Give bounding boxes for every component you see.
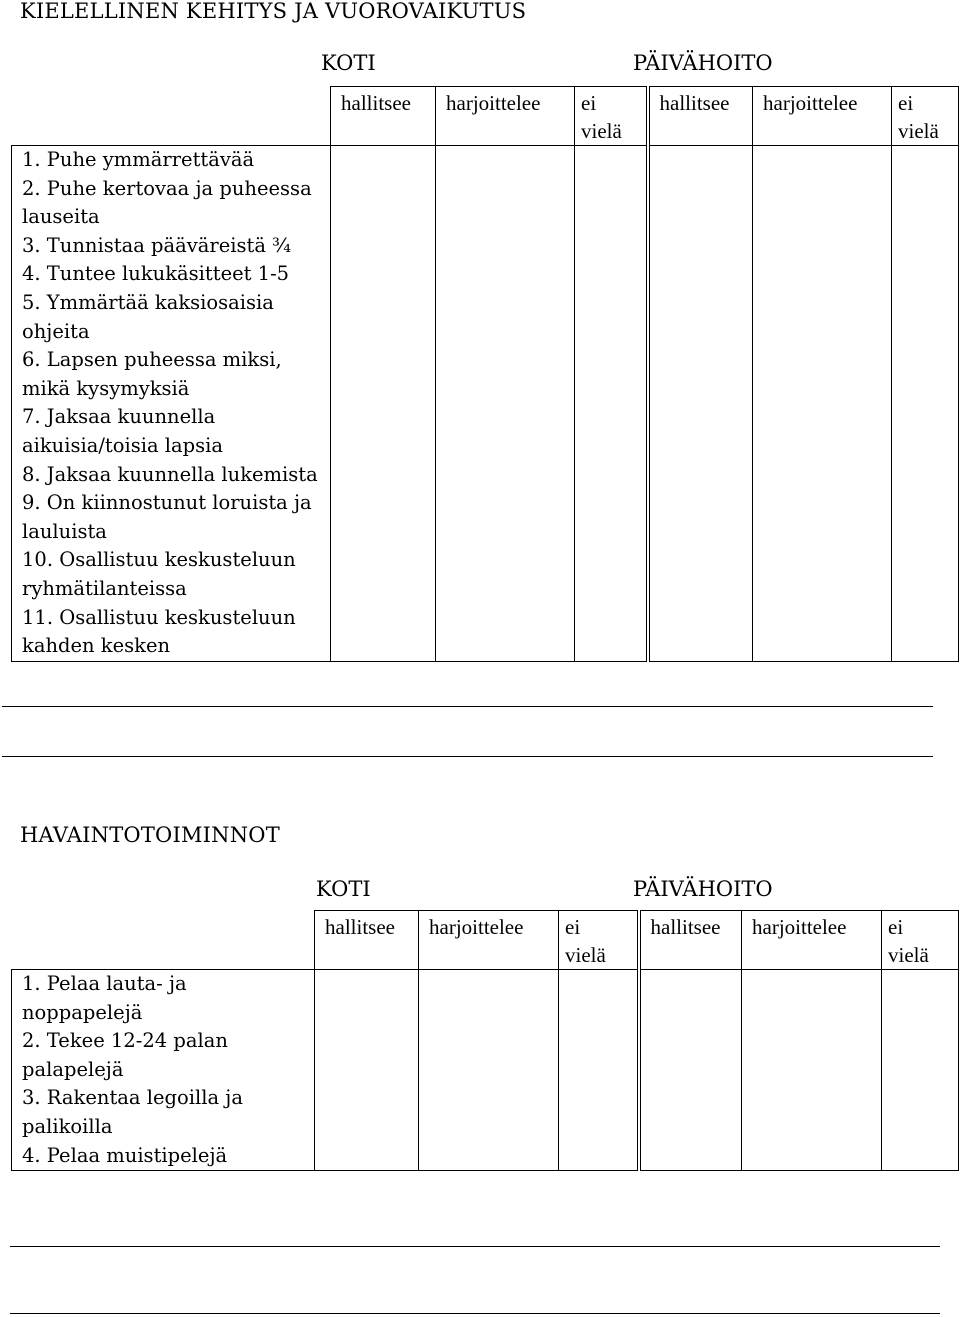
col-header-harjoittelee: harjoittelee bbox=[436, 87, 575, 146]
notes-line[interactable] bbox=[2, 706, 933, 707]
list-item: kahden kesken bbox=[22, 634, 171, 658]
list-item: 2. Puhe kertovaa ja puheessa bbox=[22, 176, 312, 200]
group-label-daycare: PÄIVÄHOITO bbox=[633, 51, 773, 75]
assessment-table bbox=[11, 910, 959, 1171]
group-label-daycare: PÄIVÄHOITO bbox=[633, 877, 773, 901]
list-item: ryhmätilanteissa bbox=[22, 576, 187, 600]
criteria-list bbox=[12, 146, 331, 662]
list-item: lauseita bbox=[22, 205, 100, 229]
rating-cell[interactable] bbox=[419, 970, 559, 1171]
list-item: 1. Pelaa lauta- ja bbox=[22, 972, 187, 995]
list-item: 4. Tuntee lukukäsitteet 1-5 bbox=[22, 262, 290, 286]
col-header-ei-viela: ei vielä bbox=[892, 87, 959, 146]
rating-cell[interactable] bbox=[648, 146, 753, 662]
list-item: 11. Osallistuu keskusteluun bbox=[22, 605, 296, 629]
assessment-table bbox=[11, 86, 959, 662]
list-item: palapelejä bbox=[22, 1057, 124, 1081]
group-label-home: KOTI bbox=[316, 877, 371, 901]
section-title: KIELELLINEN KEHITYS JA VUOROVAIKUTUS bbox=[20, 0, 527, 23]
list-item: palikoilla bbox=[22, 1114, 113, 1138]
list-item: 10. Osallistuu keskusteluun bbox=[22, 548, 296, 572]
rating-cell[interactable] bbox=[315, 970, 419, 1171]
list-item: 3. Tunnistaa pääväreistä ¾ bbox=[22, 233, 292, 257]
col-header-hallitsee: hallitsee bbox=[331, 87, 436, 146]
notes-line[interactable] bbox=[10, 1313, 940, 1314]
list-item: 9. On kiinnostunut loruista ja bbox=[22, 491, 312, 515]
list-item: 7. Jaksaa kuunnella bbox=[22, 405, 216, 429]
list-item: 4. Pelaa muistipelejä bbox=[22, 1143, 228, 1167]
list-item: 6. Lapsen puheessa miksi, bbox=[22, 348, 282, 372]
notes-line[interactable] bbox=[2, 756, 933, 757]
list-item: lauluista bbox=[22, 519, 107, 543]
rating-cell[interactable] bbox=[559, 970, 639, 1171]
group-label-home: KOTI bbox=[321, 51, 376, 75]
list-item: 2. Tekee 12-24 palan bbox=[22, 1029, 228, 1053]
list-item: 3. Rakentaa legoilla ja bbox=[22, 1086, 243, 1110]
criteria-list bbox=[12, 970, 315, 1171]
rating-cell[interactable] bbox=[892, 146, 959, 662]
col-header-harjoittelee: harjoittelee bbox=[742, 911, 882, 970]
col-header-ei-viela: ei vielä bbox=[575, 87, 648, 146]
col-header-hallitsee: hallitsee bbox=[315, 911, 419, 970]
list-item: ohjeita bbox=[22, 319, 90, 343]
criteria-header-blank bbox=[12, 87, 331, 146]
list-item: aikuisia/toisia lapsia bbox=[22, 433, 224, 457]
criteria-header-blank bbox=[12, 911, 315, 970]
col-header-hallitsee: hallitsee bbox=[648, 87, 753, 146]
col-header-harjoittelee: harjoittelee bbox=[753, 87, 892, 146]
list-item: 8. Jaksaa kuunnella lukemista bbox=[22, 462, 318, 486]
rating-cell[interactable] bbox=[882, 970, 959, 1171]
rating-cell[interactable] bbox=[436, 146, 575, 662]
notes-line[interactable] bbox=[10, 1246, 940, 1247]
rating-cell[interactable] bbox=[742, 970, 882, 1171]
list-item: noppapelejä bbox=[22, 1000, 143, 1024]
col-header-ei-viela: ei vielä bbox=[559, 911, 639, 970]
list-item: mikä kysymyksiä bbox=[22, 376, 190, 400]
col-header-hallitsee: hallitsee bbox=[639, 911, 742, 970]
list-item: 5. Ymmärtää kaksiosaisia bbox=[22, 290, 274, 314]
col-header-harjoittelee: harjoittelee bbox=[419, 911, 559, 970]
rating-cell[interactable] bbox=[331, 146, 436, 662]
rating-cell[interactable] bbox=[753, 146, 892, 662]
rating-cell[interactable] bbox=[639, 970, 742, 1171]
list-item: 1. Puhe ymmärrettävää bbox=[22, 148, 255, 171]
rating-cell[interactable] bbox=[575, 146, 648, 662]
col-header-ei-viela: ei vielä bbox=[882, 911, 959, 970]
section-title: HAVAINTOTOIMINNOT bbox=[20, 823, 280, 847]
